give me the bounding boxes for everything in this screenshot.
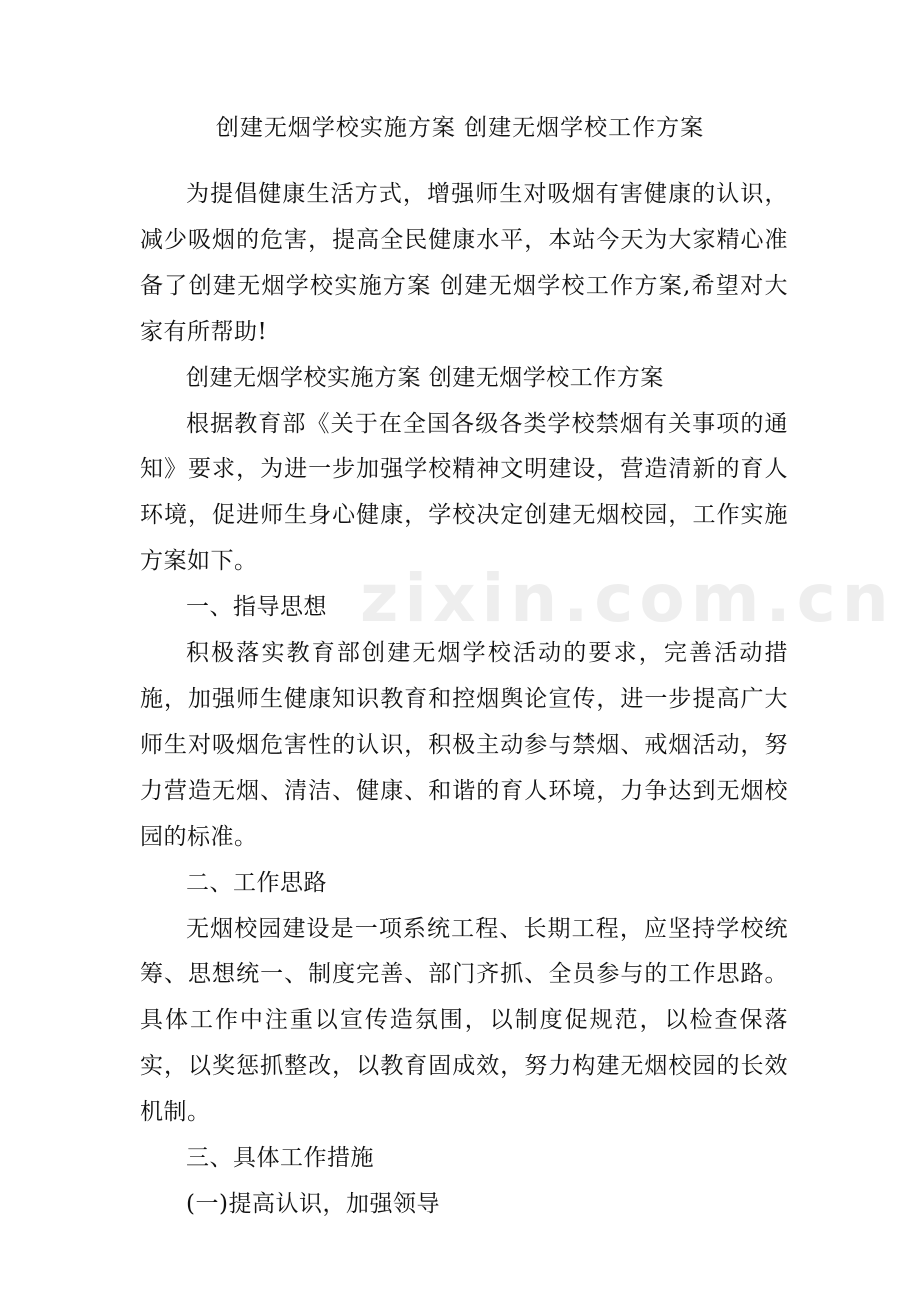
paragraph-intro: 为提倡健康生活方式，增强师生对吸烟有害健康的认识，减少吸烟的危害，提高全民健康水平，本站今天为大家精心准备了创建无烟学校实施方案 创建无烟学校工作方案,希望对大家有所帮助! xyxy=(140,181,788,345)
paragraph-subtitle: 创建无烟学校实施方案 创建无烟学校工作方案 xyxy=(186,364,664,391)
paragraph-work-approach: 无烟校园建设是一项系统工程、长期工程，应坚持学校统筹、思想统一、制度完善、部门齐抓、全员参与的工作思路。具体工作中注重以宣传造氛围，以制度促规范，以检查保落实，以奖惩抓整改，以教育固成效，努力构建无烟校园的长效机制。 xyxy=(140,915,788,1126)
document-body xyxy=(140,172,788,1228)
subsection-heading-leadership: (一)提高认识，加强领导 xyxy=(186,1190,440,1217)
paragraph-basis: 根据教育部《关于在全国各级各类学校禁烟有关事项的通知》要求，为进一步加强学校精神文明建设，营造清新的育人环境，促进师生身心健康，学校决定创建无烟校园，工作实施方案如下。 xyxy=(140,410,788,575)
section-heading-work-approach: 二、工作思路 xyxy=(186,869,327,896)
section-heading-guiding-ideology: 一、指导思想 xyxy=(186,594,327,621)
watermark: zixin.com.cn xyxy=(360,560,895,637)
paragraph-guiding-ideology: 积极落实教育部创建无烟学校活动的要求，完善活动措施，加强师生健康知识教育和控烟舆论宣传，进一步提高广大师生对吸烟危害性的认识，积极主动参与禁烟、戒烟活动，努力营造无烟、清洁、健康、和谐的育人环境，力争达到无烟校园的标准。 xyxy=(140,640,788,850)
section-heading-measures: 三、具体工作措施 xyxy=(186,1145,374,1172)
document-title: 创建无烟学校实施方案 创建无烟学校工作方案 xyxy=(215,115,705,141)
